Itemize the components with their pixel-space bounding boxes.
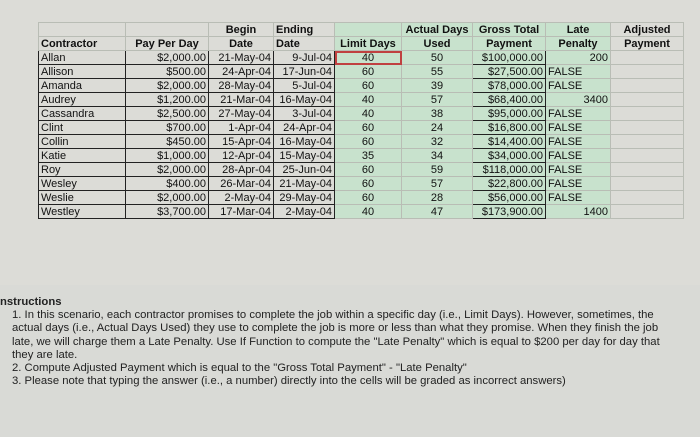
contractor-cell[interactable]: Weslie xyxy=(39,191,126,205)
begin-date-cell[interactable]: 21-Mar-04 xyxy=(209,93,274,107)
header-begin-top[interactable]: Begin xyxy=(209,23,274,37)
gross-total-cell[interactable]: $14,400.00 xyxy=(473,135,546,149)
header-gross-bottom[interactable]: Payment xyxy=(473,37,546,51)
late-penalty-cell[interactable]: FALSE xyxy=(546,121,611,135)
adjusted-payment-cell[interactable] xyxy=(611,163,684,177)
header-row-top xyxy=(39,23,684,37)
ending-date-cell[interactable]: 25-Jun-04 xyxy=(274,163,335,177)
ending-date-cell[interactable]: 24-Apr-04 xyxy=(274,121,335,135)
actual-days-cell[interactable]: 32 xyxy=(402,135,473,149)
pay-per-day-cell[interactable]: $2,000.00 xyxy=(126,79,209,93)
gross-total-cell[interactable]: $34,000.00 xyxy=(473,149,546,163)
ending-date-cell[interactable]: 17-Jun-04 xyxy=(274,65,335,79)
actual-days-cell[interactable]: 34 xyxy=(402,149,473,163)
ending-date-cell[interactable]: 2-May-04 xyxy=(274,205,335,219)
instruction-line: 2. Compute Adjusted Payment which is equal to the "Gross Total Payment" - "Late Penalty" xyxy=(12,362,467,375)
gross-total-cell[interactable]: $100,000.00 xyxy=(473,51,546,65)
table-row xyxy=(39,65,684,79)
ending-date-cell[interactable]: 3-Jul-04 xyxy=(274,107,335,121)
contractor-cell[interactable]: Audrey xyxy=(39,93,126,107)
adjusted-payment-cell[interactable] xyxy=(611,79,684,93)
late-penalty-cell[interactable]: FALSE xyxy=(546,163,611,177)
ending-date-cell[interactable]: 15-May-04 xyxy=(274,149,335,163)
pay-per-day-cell[interactable]: $2,500.00 xyxy=(126,107,209,121)
begin-date-cell[interactable]: 1-Apr-04 xyxy=(209,121,274,135)
header-late-bottom[interactable]: Penalty xyxy=(546,37,611,51)
begin-date-cell[interactable]: 28-May-04 xyxy=(209,79,274,93)
instruction-line: 3. Please note that typing the answer (i.e., a number) directly into the cells will be graded as incorrect answers) xyxy=(12,375,566,388)
ending-date-cell[interactable]: 5-Jul-04 xyxy=(274,79,335,93)
table-row xyxy=(39,191,684,205)
late-penalty-cell[interactable]: 200 xyxy=(546,51,611,65)
limit-days-cell[interactable]: 60 xyxy=(335,163,402,177)
begin-date-cell[interactable]: 2-May-04 xyxy=(209,191,274,205)
table-row xyxy=(39,149,684,163)
contractor-cell[interactable]: Amanda xyxy=(39,79,126,93)
late-penalty-cell[interactable]: 3400 xyxy=(546,93,611,107)
instruction-line: they are late. xyxy=(12,348,78,361)
header-end-top[interactable]: Ending xyxy=(274,23,335,37)
adjusted-payment-cell[interactable] xyxy=(611,205,684,219)
actual-days-cell[interactable]: 50 xyxy=(402,51,473,65)
actual-days-cell[interactable]: 38 xyxy=(402,107,473,121)
pay-per-day-cell[interactable]: $3,700.00 xyxy=(126,205,209,219)
ending-date-cell[interactable]: 16-May-04 xyxy=(274,135,335,149)
limit-days-cell[interactable]: 40 xyxy=(335,205,402,219)
actual-days-cell[interactable]: 55 xyxy=(402,65,473,79)
table-row xyxy=(39,163,684,177)
late-penalty-cell[interactable]: FALSE xyxy=(546,107,611,121)
table-row xyxy=(39,135,684,149)
limit-days-cell[interactable]: 60 xyxy=(335,65,402,79)
limit-days-cell[interactable]: 60 xyxy=(335,177,402,191)
limit-days-cell[interactable]: 40 xyxy=(335,93,402,107)
contractor-table xyxy=(38,22,684,219)
instruction-line: actual days (i.e., Actual Days Used) they use to complete the job is more or less than what they promise. When they finish the job xyxy=(12,322,659,335)
actual-days-cell[interactable]: 39 xyxy=(402,79,473,93)
actual-days-cell[interactable]: 59 xyxy=(402,163,473,177)
table-row xyxy=(39,51,684,65)
gross-total-cell[interactable]: $173,900.00 xyxy=(473,205,546,219)
gross-total-cell[interactable]: $68,400.00 xyxy=(473,93,546,107)
header-cell-empty[interactable] xyxy=(335,23,402,37)
table-row xyxy=(39,79,684,93)
adjusted-payment-cell[interactable] xyxy=(611,191,684,205)
instructions xyxy=(0,296,700,388)
contractor-cell[interactable]: Roy xyxy=(39,163,126,177)
table-row xyxy=(39,205,684,219)
instructions-title: nstructions xyxy=(0,296,62,308)
begin-date-cell[interactable]: 12-Apr-04 xyxy=(209,149,274,163)
gross-total-cell[interactable]: $95,000.00 xyxy=(473,107,546,121)
ending-date-cell[interactable]: 21-May-04 xyxy=(274,177,335,191)
contractor-cell[interactable]: Wesley xyxy=(39,177,126,191)
pay-per-day-cell[interactable]: $2,000.00 xyxy=(126,51,209,65)
gross-total-cell[interactable]: $78,000.00 xyxy=(473,79,546,93)
adjusted-payment-cell[interactable] xyxy=(611,177,684,191)
late-penalty-cell[interactable]: FALSE xyxy=(546,191,611,205)
gross-total-cell[interactable]: $118,000.00 xyxy=(473,163,546,177)
limit-days-cell[interactable]: 40 xyxy=(335,51,402,65)
gross-total-cell[interactable]: $27,500.00 xyxy=(473,65,546,79)
contractor-cell[interactable]: Allison xyxy=(39,65,126,79)
begin-date-cell[interactable]: 17-Mar-04 xyxy=(209,205,274,219)
begin-date-cell[interactable]: 15-Apr-04 xyxy=(209,135,274,149)
gross-total-cell[interactable]: $16,800.00 xyxy=(473,121,546,135)
instructions-lines xyxy=(0,309,700,388)
pay-per-day-cell[interactable]: $2,000.00 xyxy=(126,191,209,205)
header-late-top[interactable]: Late xyxy=(546,23,611,37)
contractor-cell[interactable]: Allan xyxy=(39,51,126,65)
adjusted-payment-cell[interactable] xyxy=(611,135,684,149)
header-contractor[interactable]: Contractor xyxy=(39,37,126,51)
late-penalty-cell[interactable]: FALSE xyxy=(546,135,611,149)
contractor-cell[interactable]: Clint xyxy=(39,121,126,135)
begin-date-cell[interactable]: 28-Apr-04 xyxy=(209,163,274,177)
table-row xyxy=(39,107,684,121)
pay-per-day-cell[interactable]: $1,200.00 xyxy=(126,93,209,107)
table-row xyxy=(39,93,684,107)
pay-per-day-cell[interactable]: $500.00 xyxy=(126,65,209,79)
limit-days-cell[interactable]: 60 xyxy=(335,79,402,93)
header-cell-empty[interactable] xyxy=(39,23,126,37)
limit-days-cell[interactable]: 60 xyxy=(335,135,402,149)
actual-days-cell[interactable]: 24 xyxy=(402,121,473,135)
header-end-bottom[interactable]: Date xyxy=(274,37,335,51)
instruction-line: 1. In this scenario, each contractor promises to complete the job within a specific day (i.e., Limit Days). However, sometimes, the xyxy=(12,309,654,322)
limit-days-cell[interactable]: 35 xyxy=(335,149,402,163)
adjusted-payment-cell[interactable] xyxy=(611,93,684,107)
actual-days-cell[interactable]: 47 xyxy=(402,205,473,219)
adjusted-payment-cell[interactable] xyxy=(611,121,684,135)
limit-days-cell[interactable]: 40 xyxy=(335,107,402,121)
late-penalty-cell[interactable]: FALSE xyxy=(546,79,611,93)
gross-total-cell[interactable]: $56,000.00 xyxy=(473,191,546,205)
header-adj-bottom[interactable]: Payment xyxy=(611,37,684,51)
limit-days-cell[interactable]: 60 xyxy=(335,191,402,205)
header-gross-top[interactable]: Gross Total xyxy=(473,23,546,37)
begin-date-cell[interactable]: 24-Apr-04 xyxy=(209,65,274,79)
header-cell-empty[interactable] xyxy=(126,23,209,37)
pay-per-day-cell[interactable]: $1,000.00 xyxy=(126,149,209,163)
pay-per-day-cell[interactable]: $700.00 xyxy=(126,121,209,135)
late-penalty-cell[interactable]: FALSE xyxy=(546,149,611,163)
table-row xyxy=(39,177,684,191)
actual-days-cell[interactable]: 57 xyxy=(402,93,473,107)
actual-days-cell[interactable]: 57 xyxy=(402,177,473,191)
ending-date-cell[interactable]: 9-Jul-04 xyxy=(274,51,335,65)
begin-date-cell[interactable]: 21-May-04 xyxy=(209,51,274,65)
pay-per-day-cell[interactable]: $400.00 xyxy=(126,177,209,191)
instruction-line: late, we will charge them a Late Penalty. Use If Function to compute the "Late Penalty" which is equal to $200 per day for day that xyxy=(12,335,660,348)
adjusted-payment-cell[interactable] xyxy=(611,65,684,79)
limit-days-cell[interactable]: 60 xyxy=(335,121,402,135)
late-penalty-cell[interactable]: FALSE xyxy=(546,65,611,79)
header-actual-top[interactable]: Actual Days xyxy=(402,23,473,37)
contractor-cell[interactable]: Katie xyxy=(39,149,126,163)
late-penalty-cell[interactable]: FALSE xyxy=(546,177,611,191)
contractor-cell[interactable]: Cassandra xyxy=(39,107,126,121)
adjusted-payment-cell[interactable] xyxy=(611,149,684,163)
adjusted-payment-cell[interactable] xyxy=(611,107,684,121)
ending-date-cell[interactable]: 16-May-04 xyxy=(274,93,335,107)
pay-per-day-cell[interactable]: $2,000.00 xyxy=(126,163,209,177)
begin-date-cell[interactable]: 27-May-04 xyxy=(209,107,274,121)
header-row-bottom xyxy=(39,37,684,51)
begin-date-cell[interactable]: 26-Mar-04 xyxy=(209,177,274,191)
header-begin-bottom[interactable]: Date xyxy=(209,37,274,51)
header-pay[interactable]: Pay Per Day xyxy=(126,37,209,51)
header-adj-top[interactable]: Adjusted xyxy=(611,23,684,37)
gross-total-cell[interactable]: $22,800.00 xyxy=(473,177,546,191)
actual-days-cell[interactable]: 28 xyxy=(402,191,473,205)
header-limit[interactable]: Limit Days xyxy=(335,37,402,51)
adjusted-payment-cell[interactable] xyxy=(611,51,684,65)
pay-per-day-cell[interactable]: $450.00 xyxy=(126,135,209,149)
late-penalty-cell[interactable]: 1400 xyxy=(546,205,611,219)
ending-date-cell[interactable]: 29-May-04 xyxy=(274,191,335,205)
contractor-cell[interactable]: Westley xyxy=(39,205,126,219)
header-actual-bottom[interactable]: Used xyxy=(402,37,473,51)
contractor-cell[interactable]: Collin xyxy=(39,135,126,149)
table-row xyxy=(39,121,684,135)
